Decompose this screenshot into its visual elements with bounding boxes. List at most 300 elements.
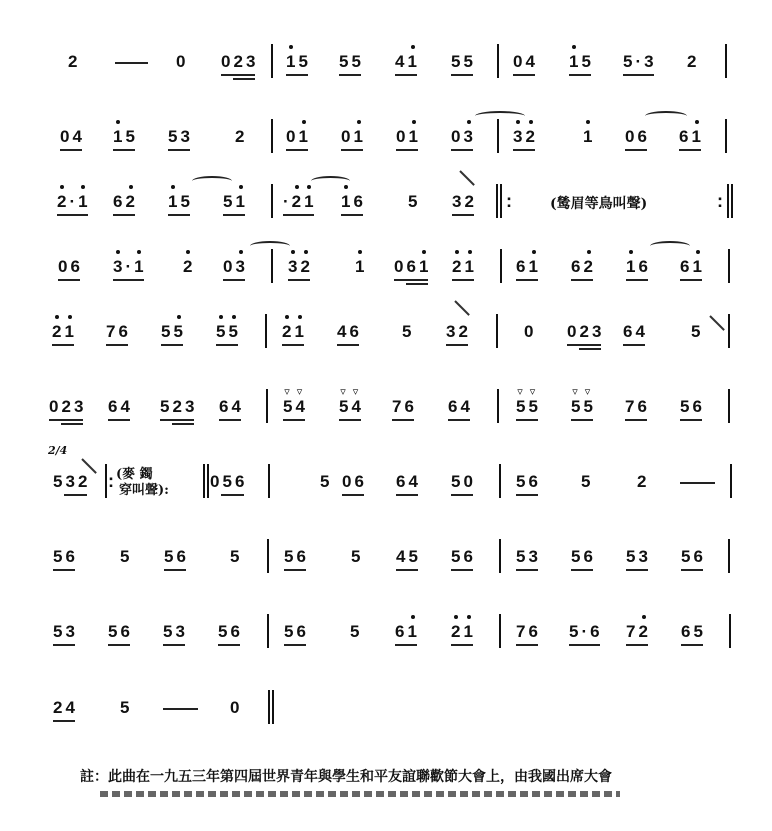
note-digit: 1 bbox=[408, 127, 421, 146]
note-digit: 6 bbox=[113, 192, 126, 211]
note-group bbox=[53, 622, 78, 642]
note-group bbox=[282, 322, 307, 342]
note-group bbox=[355, 257, 367, 277]
underline bbox=[106, 344, 128, 346]
note-group bbox=[516, 547, 541, 567]
note-digit: 5 bbox=[120, 547, 133, 566]
underline bbox=[223, 279, 245, 281]
barline bbox=[499, 614, 501, 648]
note-group bbox=[68, 52, 80, 72]
note-digit: 6 bbox=[176, 547, 189, 566]
note-group bbox=[395, 622, 420, 642]
underline bbox=[626, 644, 648, 646]
note-digit: 2 bbox=[172, 397, 185, 416]
note-digit: 6 bbox=[230, 622, 243, 641]
note-group bbox=[681, 622, 706, 642]
note-digit: 6 bbox=[463, 547, 476, 566]
underline bbox=[392, 419, 414, 421]
note-group bbox=[681, 547, 706, 567]
underline bbox=[113, 149, 135, 151]
barline bbox=[271, 119, 273, 153]
note-digit: 1 bbox=[583, 127, 596, 146]
note-digit: 1 bbox=[64, 322, 77, 341]
note-digit: 6 bbox=[590, 622, 603, 641]
note-group bbox=[60, 127, 85, 147]
note-digit: 5 bbox=[163, 622, 176, 641]
underline bbox=[113, 279, 144, 281]
note-group bbox=[623, 322, 648, 342]
underline bbox=[221, 74, 255, 76]
note-digit: 5 bbox=[350, 622, 363, 641]
note-digit: 1 bbox=[407, 622, 420, 641]
note-digit: 1 bbox=[298, 127, 311, 146]
underline bbox=[282, 344, 304, 346]
note-digit: 5 bbox=[402, 322, 415, 341]
score-row bbox=[0, 52, 772, 112]
note-group bbox=[583, 127, 595, 147]
underline bbox=[513, 149, 535, 151]
note-digit: 1 bbox=[168, 192, 181, 211]
score-row bbox=[0, 127, 772, 187]
note-group bbox=[176, 52, 188, 72]
note-group bbox=[164, 547, 189, 567]
note-digit: 3 bbox=[591, 322, 605, 341]
note-digit: 5 bbox=[223, 192, 236, 211]
note-digit: 6 bbox=[296, 622, 309, 641]
note-digit: 6 bbox=[234, 472, 248, 491]
note-digit: 6 bbox=[296, 547, 309, 566]
note-digit: ▿ 5 bbox=[571, 397, 583, 417]
underline bbox=[219, 419, 241, 421]
note-group bbox=[680, 257, 705, 277]
note-group bbox=[691, 322, 703, 342]
repeat-sign-end: : bbox=[717, 191, 723, 211]
note-group bbox=[163, 622, 188, 642]
note-digit: 5 bbox=[351, 52, 364, 71]
underline bbox=[108, 644, 130, 646]
note-digit: 6 bbox=[516, 257, 529, 276]
note-digit: 3 bbox=[180, 127, 193, 146]
note-group bbox=[351, 547, 363, 567]
note-digit: 2 bbox=[183, 257, 196, 276]
note-digit: 3 bbox=[235, 257, 248, 276]
note-digit: 5 bbox=[164, 547, 177, 566]
note-digit: 6 bbox=[623, 322, 636, 341]
note-group bbox=[53, 472, 90, 492]
note-group bbox=[168, 127, 193, 147]
underline bbox=[395, 74, 417, 76]
note-group bbox=[394, 257, 431, 277]
note-digit: 2 bbox=[579, 322, 592, 341]
note-group bbox=[448, 397, 473, 417]
note-group bbox=[113, 257, 147, 277]
underline bbox=[168, 149, 190, 151]
note-group bbox=[350, 622, 362, 642]
note-digit: 6 bbox=[528, 472, 541, 491]
note-digit: 7 bbox=[625, 397, 638, 416]
note-group bbox=[120, 547, 132, 567]
note-group bbox=[53, 698, 78, 718]
footnote-label: 註： bbox=[80, 769, 108, 785]
note-digit: 0 bbox=[625, 127, 638, 146]
note-digit: 1 bbox=[464, 257, 477, 276]
note-group bbox=[452, 192, 477, 212]
note-group bbox=[451, 622, 476, 642]
underline bbox=[339, 419, 361, 421]
note-group bbox=[637, 472, 649, 492]
note-digit: 2 bbox=[52, 322, 65, 341]
barline bbox=[271, 44, 273, 78]
note-group bbox=[120, 698, 132, 718]
note-group bbox=[221, 52, 258, 72]
barline bbox=[728, 389, 730, 423]
barline bbox=[497, 44, 499, 78]
note-digit: 3 bbox=[65, 472, 78, 491]
note-digit: 0 bbox=[58, 257, 71, 276]
note-digit: 5 bbox=[516, 547, 529, 566]
slur bbox=[645, 111, 687, 121]
note-group bbox=[219, 397, 244, 417]
note-digit: 5 bbox=[571, 547, 584, 566]
underline bbox=[452, 279, 474, 281]
note-digit: 0 bbox=[341, 127, 354, 146]
barline bbox=[497, 119, 499, 153]
barline bbox=[496, 314, 498, 348]
note-digit: 5 bbox=[228, 322, 241, 341]
note-digit: 5 bbox=[693, 622, 706, 641]
barline bbox=[728, 249, 730, 283]
note-digit: 5 bbox=[351, 547, 364, 566]
note-group bbox=[581, 472, 593, 492]
underline bbox=[679, 149, 701, 151]
note-digit: 0 bbox=[342, 472, 355, 491]
underline bbox=[163, 644, 185, 646]
underline bbox=[341, 214, 363, 216]
note-digit: 3 bbox=[528, 547, 541, 566]
repeat-sign: : bbox=[506, 191, 512, 211]
note-group bbox=[451, 547, 476, 567]
note-digit: 2 bbox=[57, 192, 70, 211]
score-row bbox=[0, 698, 772, 758]
note-group bbox=[516, 397, 541, 417]
double-underline bbox=[172, 423, 194, 425]
underline bbox=[395, 644, 417, 646]
barline bbox=[265, 314, 267, 348]
note-digit: ▿ 5 bbox=[516, 397, 528, 417]
note-digit: 5 bbox=[298, 52, 311, 71]
note-digit: 0 bbox=[451, 127, 464, 146]
note-group bbox=[53, 547, 78, 567]
underline bbox=[571, 279, 593, 281]
note-digit: 5 bbox=[168, 127, 181, 146]
underline bbox=[339, 74, 361, 76]
note-digit: 0 bbox=[210, 472, 223, 491]
barline bbox=[271, 184, 273, 218]
barline bbox=[271, 249, 273, 283]
note-group bbox=[230, 698, 242, 718]
note-group bbox=[451, 472, 476, 492]
note-digit: 1 bbox=[353, 127, 366, 146]
note-group bbox=[625, 397, 650, 417]
note-digit: 5 bbox=[218, 622, 231, 641]
barline bbox=[499, 539, 501, 573]
note-digit: 2 bbox=[282, 322, 295, 341]
note-digit: 5 bbox=[320, 472, 333, 491]
underline bbox=[446, 344, 468, 346]
underline bbox=[625, 149, 647, 151]
note-digit: 5 bbox=[53, 472, 66, 491]
note-digit: 6 bbox=[406, 257, 419, 276]
note-digit: 2 bbox=[638, 622, 651, 641]
note-digit: 2 bbox=[77, 472, 91, 491]
underline bbox=[396, 149, 418, 151]
note-digit: 5 bbox=[463, 52, 476, 71]
sustain-dash bbox=[163, 708, 198, 710]
note-group bbox=[513, 127, 538, 147]
note-digit: 6 bbox=[118, 322, 131, 341]
note-digit: 4 bbox=[231, 397, 244, 416]
barline bbox=[730, 464, 732, 498]
note-group bbox=[284, 622, 309, 642]
barline bbox=[499, 464, 501, 498]
underline bbox=[626, 279, 648, 281]
note-digit: 5 bbox=[623, 52, 636, 71]
note-digit: 3 bbox=[245, 52, 259, 71]
note-digit: 3 bbox=[446, 322, 459, 341]
note-digit: 3 bbox=[288, 257, 301, 276]
note-digit: 4 bbox=[72, 127, 85, 146]
bird-call-annotation: (鸶眉等鳥叫聲) bbox=[550, 196, 648, 212]
note-group bbox=[57, 192, 91, 212]
note-digit: 3 bbox=[638, 547, 651, 566]
note-digit: 5 bbox=[691, 322, 704, 341]
note-digit: 1 bbox=[286, 52, 299, 71]
note-digit: 1 bbox=[626, 257, 639, 276]
underline bbox=[680, 279, 702, 281]
score-row bbox=[0, 397, 772, 457]
note-digit: 1 bbox=[692, 257, 705, 276]
note-digit: 6 bbox=[219, 397, 232, 416]
note-group bbox=[339, 52, 364, 72]
note-group bbox=[446, 322, 471, 342]
note-group bbox=[283, 192, 317, 212]
barline bbox=[728, 539, 730, 573]
slur bbox=[192, 176, 232, 186]
note-digit: 2 bbox=[637, 472, 650, 491]
underline bbox=[625, 419, 647, 421]
note-digit: 0 bbox=[223, 257, 236, 276]
note-group bbox=[230, 547, 242, 567]
underline bbox=[283, 214, 314, 216]
note-digit: 5 bbox=[339, 52, 352, 71]
slur bbox=[250, 241, 290, 251]
note-digit: 1 bbox=[691, 127, 704, 146]
note-digit: 1 bbox=[304, 192, 317, 211]
note-digit: · bbox=[581, 622, 591, 641]
note-group bbox=[108, 622, 133, 642]
note-digit: 7 bbox=[392, 397, 405, 416]
note-group bbox=[113, 127, 138, 147]
note-digit: 3 bbox=[452, 192, 465, 211]
note-group bbox=[108, 397, 133, 417]
underline bbox=[396, 494, 418, 496]
note-digit: 6 bbox=[637, 397, 650, 416]
note-group bbox=[320, 472, 332, 492]
note-digit: 5 bbox=[581, 472, 594, 491]
underline bbox=[394, 279, 428, 281]
note-digit: 5 bbox=[230, 547, 243, 566]
underline bbox=[284, 644, 306, 646]
note-digit: 3 bbox=[175, 622, 188, 641]
note-group bbox=[571, 397, 596, 417]
slur bbox=[650, 241, 690, 251]
note-digit: 2 bbox=[452, 257, 465, 276]
note-group bbox=[161, 322, 186, 342]
note-digit: 6 bbox=[353, 192, 366, 211]
note-group bbox=[516, 622, 541, 642]
note-digit: 5 bbox=[451, 472, 464, 491]
note-digit: 1 bbox=[355, 257, 368, 276]
note-digit: 5 bbox=[451, 52, 464, 71]
note-digit: 0 bbox=[524, 322, 537, 341]
note-group bbox=[52, 322, 77, 342]
underline bbox=[49, 419, 83, 421]
note-digit: · bbox=[69, 192, 79, 211]
note-digit: 6 bbox=[354, 472, 367, 491]
note-digit: 1 bbox=[235, 192, 248, 211]
note-digit: 6 bbox=[637, 127, 650, 146]
score-row bbox=[0, 547, 772, 607]
underline bbox=[58, 279, 80, 281]
note-digit: 4 bbox=[525, 52, 538, 71]
repeat-sign: : bbox=[108, 471, 114, 491]
note-group bbox=[687, 52, 699, 72]
note-group bbox=[402, 322, 414, 342]
note-digit: 5 bbox=[626, 547, 639, 566]
note-digit: 3 bbox=[65, 622, 78, 641]
note-group bbox=[451, 127, 476, 147]
double-barline bbox=[203, 464, 209, 498]
underline bbox=[341, 149, 363, 151]
glissando-mark bbox=[709, 315, 725, 331]
underline bbox=[223, 214, 245, 216]
underline bbox=[57, 214, 88, 216]
underline bbox=[516, 279, 538, 281]
double-barline bbox=[727, 184, 733, 218]
underline bbox=[337, 344, 359, 346]
slur bbox=[475, 111, 525, 121]
underline bbox=[626, 569, 648, 571]
note-group bbox=[341, 192, 366, 212]
note-digit: ▿ 5 bbox=[528, 397, 540, 417]
underline bbox=[513, 74, 535, 76]
note-digit: 2 bbox=[464, 192, 477, 211]
note-group bbox=[396, 547, 421, 567]
barline bbox=[729, 614, 731, 648]
note-group bbox=[113, 192, 138, 212]
underline bbox=[516, 419, 538, 421]
note-group bbox=[571, 257, 596, 277]
note-digit: 6 bbox=[120, 622, 133, 641]
note-digit: 0 bbox=[176, 52, 189, 71]
underline bbox=[680, 419, 702, 421]
note-digit: 0 bbox=[463, 472, 476, 491]
note-group bbox=[567, 322, 604, 342]
underline bbox=[571, 419, 593, 421]
underline bbox=[448, 419, 470, 421]
note-digit: 5 bbox=[108, 622, 121, 641]
note-digit: 5 bbox=[120, 698, 133, 717]
note-group bbox=[623, 52, 657, 72]
underline bbox=[53, 644, 75, 646]
note-digit: 0 bbox=[396, 127, 409, 146]
note-digit: 0 bbox=[286, 127, 299, 146]
note-group bbox=[341, 127, 366, 147]
note-group bbox=[218, 622, 243, 642]
note-digit: 6 bbox=[679, 127, 692, 146]
note-digit: 6 bbox=[528, 622, 541, 641]
underline bbox=[286, 74, 308, 76]
note-digit: 1 bbox=[341, 192, 354, 211]
note-group bbox=[284, 547, 309, 567]
note-digit: 1 bbox=[463, 622, 476, 641]
note-digit: 5 bbox=[284, 622, 297, 641]
underline bbox=[168, 214, 190, 216]
note-digit: 5 bbox=[451, 547, 464, 566]
note-group bbox=[223, 192, 248, 212]
note-group bbox=[625, 127, 650, 147]
note-digit: · bbox=[283, 192, 292, 211]
double-underline bbox=[233, 78, 255, 80]
note-digit: 1 bbox=[418, 257, 432, 276]
note-digit: 6 bbox=[692, 397, 705, 416]
note-digit: 5 bbox=[180, 192, 193, 211]
note-digit: ▿ 4 bbox=[295, 397, 307, 417]
note-group bbox=[626, 257, 651, 277]
note-digit: 6 bbox=[681, 622, 694, 641]
note-digit: 5 bbox=[173, 322, 186, 341]
note-digit: 4 bbox=[635, 322, 648, 341]
underline bbox=[342, 494, 364, 496]
sustain-dash bbox=[115, 62, 148, 64]
note-group bbox=[569, 622, 603, 642]
note-digit: 0 bbox=[49, 397, 62, 416]
barline bbox=[267, 614, 269, 648]
note-digit: 0 bbox=[60, 127, 73, 146]
note-group bbox=[106, 322, 131, 342]
double-underline bbox=[61, 423, 83, 425]
footnote-text: 此曲在一九五三年第四屆世界青年與學生和平友誼聯歡節大會上，由我國出席大會 bbox=[108, 769, 612, 785]
underline bbox=[516, 494, 538, 496]
note-digit: 3 bbox=[513, 127, 526, 146]
note-group bbox=[626, 547, 651, 567]
note-digit: ▿ 4 bbox=[351, 397, 363, 417]
note-group bbox=[286, 52, 311, 72]
note-digit: 5 bbox=[681, 547, 694, 566]
note-digit: 7 bbox=[106, 322, 119, 341]
double-underline bbox=[579, 348, 601, 350]
underline bbox=[451, 149, 473, 151]
time-signature: 2/4 bbox=[48, 444, 68, 457]
note-digit: 1 bbox=[407, 52, 420, 71]
note-group bbox=[571, 547, 596, 567]
note-group bbox=[49, 397, 86, 417]
note-digit: · bbox=[635, 52, 645, 71]
note-digit: 0 bbox=[513, 52, 526, 71]
barline bbox=[725, 44, 727, 78]
note-group bbox=[408, 192, 420, 212]
underline bbox=[623, 344, 645, 346]
